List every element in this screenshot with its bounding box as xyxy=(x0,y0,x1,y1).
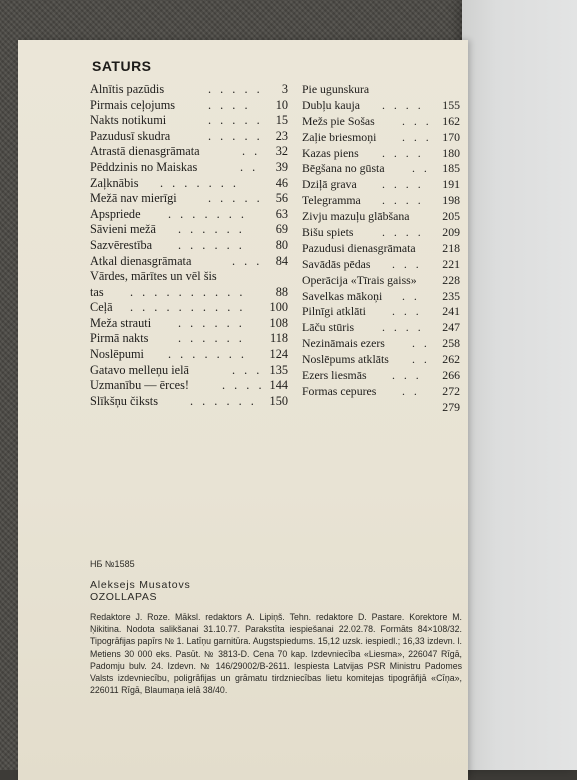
toc-entry: Zaļknābis . . . . . . . 46 xyxy=(90,175,288,190)
toc-entry: Zivju mazuļu glābšana 205 xyxy=(302,209,460,224)
toc-entry: Pirmais ceļojums . . . . 10 xyxy=(90,97,288,112)
toc-entry: Vārdes, mārītes un vēl šis tas . . . . . . . . . . 88 xyxy=(90,269,288,299)
toc-entry: Pazudusi dienasgrāmata 218 xyxy=(302,240,460,255)
toc-entry: Noslēpums atklāts . . 262 xyxy=(302,352,460,367)
toc-entry: Formas cepures . . 272 xyxy=(302,383,460,398)
toc-entry: Dubļu kauja . . . . 155 xyxy=(302,97,460,112)
toc-entry: Lāču stūris . . . . 247 xyxy=(302,320,460,335)
toc-entry: Mežs pie Sošas . . . 162 xyxy=(302,113,460,128)
toc-entry: Savādās pēdas . . . 221 xyxy=(302,256,460,271)
toc-entry: Atrastā dienasgrāmata . . 32 xyxy=(90,144,288,159)
toc-entry: Ceļā . . . . . . . . . . 100 xyxy=(90,300,288,315)
facing-blank-page xyxy=(462,0,577,770)
toc-entry: Bišu spiets . . . . 209 xyxy=(302,225,460,240)
toc-entry: Mežā nav mierīgi . . . . . 56 xyxy=(90,191,288,206)
toc-entry: Operācija «Tīrais gaiss» 228 xyxy=(302,272,460,287)
toc-entry: Sāvieni mežā . . . . . . 69 xyxy=(90,222,288,237)
toc-entry: Pirmā nakts . . . . . . 118 xyxy=(90,331,288,346)
toc-entry: Kazas piens . . . . 180 xyxy=(302,145,460,160)
toc-entry: Ezers liesmās . . . 266 xyxy=(302,368,460,383)
toc-entry: Alnītis pazūdis . . . . . 3 xyxy=(90,82,288,96)
toc-entry: Uzmanību — ērces! . . . . 144 xyxy=(90,378,288,393)
toc-entry: Pazudusī skudra . . . . . 23 xyxy=(90,128,288,143)
publication-credits: Redaktore J. Roze. Māksl. redaktors A. Lipiņš. Tehn. redaktore D. Pastare. Korektore M. Ņikitina. Nodota salikšanai 31.10.77. Parakstīta iespiešanai 22.02.78. Formāts 84×108/32. Tipogrāfijas papīrs № 1. Latīņu garnitūra. Augstspiedums. 15,12 uzsk. iespiedl.; 16,33 izdevn. l. Metiens 30 000 eks. Pasūt. № 3813-D. Cena 70 kap. Izdevniecība «Liesma», 226047 Rīgā, Padomju bulv. 24. Izdevn. № 146/29002/B-2611. Iespiesta Latvijas PSR Ministru Padomes Valsts izdevniecību, poligrāfijas un grāmatu tirdzniecības lietu komitejas tipogrāfijā «Cīņa», 226011 Rīgā, Blaumaņa ielā 38/40. xyxy=(90,612,462,696)
toc-entry: Dziļā grava . . . . 191 xyxy=(302,177,460,192)
toc-entry: Pie ugunskura xyxy=(302,82,370,96)
toc-entry: Meža strauti . . . . . . 108 xyxy=(90,315,288,330)
toc-entry: Slīkšņu čiksts . . . . . . 150 xyxy=(90,393,288,408)
toc-left-column xyxy=(90,82,288,409)
toc-entry: Atkal dienasgrāmata . . . 84 xyxy=(90,253,288,268)
toc-entry: Nakts notikumi . . . . . 15 xyxy=(90,113,288,128)
page-title: SATURS xyxy=(92,58,152,74)
toc-entry: Sazvērestība . . . . . . 80 xyxy=(90,237,288,252)
toc-right-column xyxy=(302,82,460,416)
toc-entry: Pēddzinis no Maiskas . . 39 xyxy=(90,159,288,174)
book-title: OZOLLAPAS xyxy=(90,591,158,603)
toc-entry: 279 xyxy=(442,399,460,414)
toc-entry: Gatavo melleņu ielā . . . 135 xyxy=(90,362,288,377)
toc-entry: Apspriede . . . . . . . 63 xyxy=(90,206,288,221)
author-name: Aleksejs Musatovs xyxy=(90,579,191,591)
toc-entry: Savelkas mākoņi . . 235 xyxy=(302,288,460,303)
toc-entry: Telegramma . . . . 198 xyxy=(302,193,460,208)
catalog-number: НБ №1585 xyxy=(90,559,135,569)
toc-entry: Noslēpumi . . . . . . . 124 xyxy=(90,346,288,361)
toc-entry: Bēgšana no gūsta . . 185 xyxy=(302,161,460,176)
toc-entry: Zaļie briesmoņi . . . 170 xyxy=(302,129,460,144)
toc-entry: Pilnīgi atklāti . . . 241 xyxy=(302,304,460,319)
colophon xyxy=(90,558,462,696)
toc-entry: Nezināmais ezers . . 258 xyxy=(302,336,460,351)
